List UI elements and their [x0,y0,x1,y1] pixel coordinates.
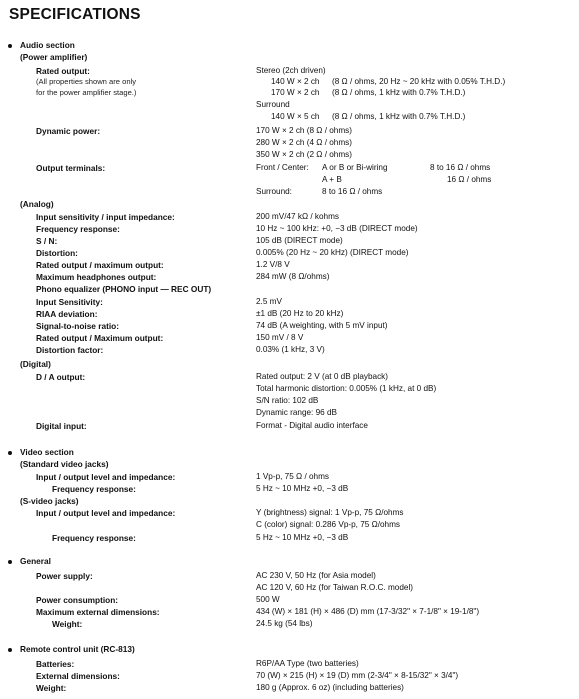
power-supply-asia: AC 230 V, 50 Hz (for Asia model) [256,571,376,580]
rated-output-170w: 170 W × 2 ch [271,88,320,97]
analog-row-value: 284 mW (8 Ω/ohms) [256,272,330,281]
analog-row-label: Input Sensitivity: [36,297,103,307]
remote-section-heading: Remote control unit (RC-813) [20,644,135,654]
dynamic-power-label: Dynamic power: [36,126,101,136]
max-dimensions-value: 434 (W) × 181 (H) × 486 (D) mm (17-3/32" × 7-1/8" × 19-1/8") [256,607,480,616]
external-dimensions-value: 70 (W) × 215 (H) × 19 (D) mm (2-3/4" × 8-15/32" × 3/4") [256,671,459,680]
power-consumption-label: Power consumption: [36,595,119,605]
rated-output-surround-cond: (8 Ω / ohms, 1 kHz with 0.7% T.H.D.) [332,112,466,121]
power-amplifier-subheading: (Power amplifier) [20,52,88,62]
rated-output-label: Rated output: [36,66,90,76]
da-thd: Total harmonic distortion: 0.005% (1 kHz, at 0 dB) [256,384,437,393]
terminals-ab: A + B [322,175,342,184]
video-section-heading: Video section [20,447,74,457]
analog-row-label: Distortion: [36,248,78,258]
bullet-icon [8,560,12,564]
rated-output-170w-cond: (8 Ω / ohms, 1 kHz with 0.7% T.H.D.) [332,88,466,97]
power-supply-label: Power supply: [36,571,93,581]
sv-io-y-signal: Y (brightness) signal: 1 Vp-p, 75 Ω/ohms [256,508,404,517]
bullet-icon [8,451,12,455]
rated-output-140w: 140 W × 2 ch [271,77,320,86]
rated-output-surround: Surround [256,100,290,109]
std-io-value: 1 Vp-p, 75 Ω / ohms [256,472,330,481]
terminals-surround: Surround: [256,187,292,196]
rated-output-stereo: Stereo (2ch driven) [256,66,326,75]
batteries-value: R6P/AA Type (two batteries) [256,659,359,668]
power-consumption-value: 500 W [256,595,280,604]
svideo-subheading: (S-video jacks) [20,496,79,506]
general-section-heading: General [20,556,51,566]
output-terminals-label: Output terminals: [36,163,106,173]
std-freq-value: 5 Hz ~ 10 MHz +0, −3 dB [256,484,349,493]
analog-row-value: 0.03% (1 kHz, 3 V) [256,345,325,354]
analog-row-label: Phono equalizer (PHONO input — REC OUT) [36,284,212,294]
da-sn-ratio: S/N ratio: 102 dB [256,396,319,405]
analog-row-value: 74 dB (A weighting, with 5 mV input) [256,321,388,330]
rated-output-surround-140w: 140 W × 5 ch [271,112,320,121]
terminals-front-wiring: A or B or Bi-wiring [322,163,388,172]
standard-video-subheading: (Standard video jacks) [20,459,109,469]
external-dimensions-label: External dimensions: [36,671,120,681]
analog-subheading: (Analog) [20,199,54,209]
terminals-surround-impedance: 8 to 16 Ω / ohms [322,187,383,196]
digital-input-value: Format - Digital audio interface [256,421,368,430]
terminals-ab-impedance: 16 Ω / ohms [447,175,492,184]
terminals-front-impedance: 8 to 16 Ω / ohms [430,163,491,172]
analog-row-label: Signal-to-noise ratio: [36,321,119,331]
weight-value: 24.5 kg (54 lbs) [256,619,313,628]
rated-output-140w-cond: (8 Ω / ohms, 20 Hz ~ 20 kHz with 0.05% T.H.D.) [332,77,506,86]
rated-output-note-2: for the power amplifier stage.) [36,88,137,97]
terminals-front-center: Front / Center: [256,163,309,172]
analog-row-label: S / N: [36,236,58,246]
da-rated-output: Rated output: 2 V (at 0 dB playback) [256,372,388,381]
page-title: SPECIFICATIONS [9,6,141,23]
dynamic-power-2ohm: 350 W × 2 ch (2 Ω / ohms) [256,150,352,159]
sv-io-label: Input / output level and impedance: [36,508,176,518]
analog-row-label: Input sensitivity / input impedance: [36,212,175,222]
dynamic-power-4ohm: 280 W × 2 ch (4 Ω / ohms) [256,138,352,147]
analog-row-label: Distortion factor: [36,345,104,355]
analog-row-label: Rated output / Maximum output: [36,333,164,343]
digital-subheading: (Digital) [20,359,51,369]
bullet-icon [8,648,12,652]
rated-output-note-1: (All properties shown are only [36,77,137,86]
analog-row-value: 105 dB (DIRECT mode) [256,236,343,245]
digital-input-label: Digital input: [36,421,87,431]
analog-row-value: 200 mV/47 kΩ / kohms [256,212,340,221]
batteries-label: Batteries: [36,659,75,669]
max-dimensions-label: Maximum external dimensions: [36,607,160,617]
std-freq-label: Frequency response: [52,484,136,494]
analog-row-label: RIAA deviation: [36,309,98,319]
power-supply-taiwan: AC 120 V, 60 Hz (for Taiwan R.O.C. model) [256,583,413,592]
sv-io-c-signal: C (color) signal: 0.286 Vp-p, 75 Ω/ohms [256,520,401,529]
remote-weight-value: 180 g (Approx. 6 oz) (including batteries) [256,683,404,692]
audio-section-heading: Audio section [20,40,75,50]
dynamic-power-8ohm: 170 W × 2 ch (8 Ω / ohms) [256,126,352,135]
analog-row-value: 10 Hz ~ 100 kHz: +0, −3 dB (DIRECT mode) [256,224,418,233]
analog-row-value: 150 mV / 8 V [256,333,304,342]
remote-weight-label: Weight: [36,683,67,693]
analog-row-value: 1.2 V/8 V [256,260,290,269]
std-io-label: Input / output level and impedance: [36,472,176,482]
bullet-icon [8,44,12,48]
da-output-label: D / A output: [36,372,86,382]
analog-row-value: ±1 dB (20 Hz to 20 kHz) [256,309,344,318]
analog-row-label: Frequency response: [36,224,120,234]
analog-row-value: 0.005% (20 Hz ~ 20 kHz) (DIRECT mode) [256,248,409,257]
analog-row-label: Rated output / maximum output: [36,260,164,270]
analog-row-label: Maximum headphones output: [36,272,157,282]
weight-label: Weight: [52,619,83,629]
sv-freq-value: 5 Hz ~ 10 MHz +0, −3 dB [256,533,349,542]
analog-row-value: 2.5 mV [256,297,282,306]
da-dynamic-range: Dynamic range: 96 dB [256,408,338,417]
sv-freq-label: Frequency response: [52,533,136,543]
